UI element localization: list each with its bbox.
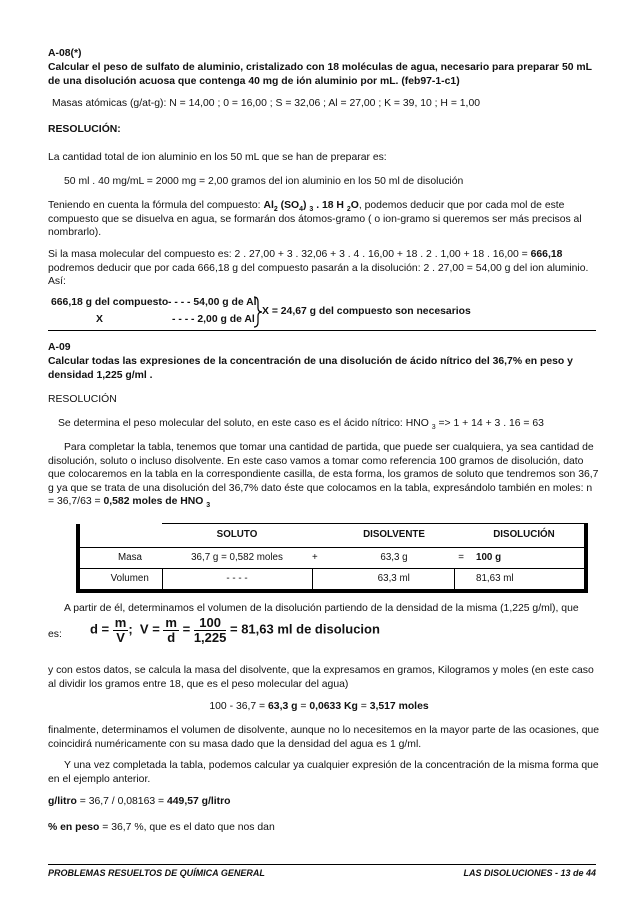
a08-paragraph-1: La cantidad total de ion aluminio en los 50 mL que se han de preparar es: [48,152,387,163]
proportion-row2-left: X [96,314,103,325]
frac-v: V [116,629,125,645]
cell-disolucion-masa: 100 g [464,548,586,569]
table-row [78,569,586,592]
cell-gap2 [454,569,464,592]
proportion-row1-left: 666,18 g del compuesto [51,297,169,308]
resolution-title-a08: RESOLUCIÓN: [48,124,121,135]
row-label-masa: Masa [78,548,162,569]
cell-disolvente-masa: 63,3 g [334,548,454,569]
row-label-volumen: Volumen [78,569,162,592]
table-header-gap2 [454,524,464,548]
formula-result: = 81,63 ml de disolucion [230,621,380,637]
problem-id-a09: A-09 [48,342,71,353]
proportion-row2-right: - - - - 2,00 g de Al [172,314,255,325]
percent-by-weight: % en peso = 36,7 %, que es el dato que nos dan [48,822,275,833]
table-header-empty [78,524,162,548]
cell-gap [312,569,334,592]
compound-formula: $Al_2$ $(SO_4)$ $_3$ . 18 H $_2$O [263,200,359,213]
concentration-table [76,523,588,593]
proportion-result: X = 24,67 g del compuesto son necesarios [262,306,471,317]
cell-equals: = [454,548,464,569]
proportion-block [48,296,596,330]
footer-right: LAS DISOLUCIONES - 13 de 44 [463,868,596,878]
resolution-title-a09: RESOLUCIÓN [48,394,117,405]
cell-soluto-volumen: - - - - [162,569,312,592]
cell-disolvente-volumen: 63,3 ml [334,569,454,592]
table-header-disolvente: DISOLVENTE [334,524,454,548]
atomic-masses: Masas atómicas (g/at-g): N = 14,00 ; 0 = 16,00 ; S = 32,06 ; Al = 27,00 ; K = 39, 10 ; H = 1,00 [52,98,481,109]
table-header-gap [312,524,334,548]
a09-paragraph-5: finalmente, determinamos el volumen de disolvente, aunque no lo necesitemos en la mayor parte de las ocasiones, que coincidirá numéricamente con su masa dado que la densidad del agua es 1 g/ml. [48,725,600,750]
a09-paragraph-2: Para completar la tabla, tenemos que tomar una cantidad de partida, que puede ser cualquiera, ya sea cantidad de disolución, soluto o incluso disolvente. En este caso vamos a tomar como referencia 100 gramos de disolución, dato que colocaremos en la tabla en la correspondiente casilla, de esta forma, los gramos de soluto que tendremos son 36,7 g ya que se trata de una disolución del 36,7% dato éste que colocamos en la tabla, expresándolo también en moles: n = 36,7/63 = 0,582 moles de HNO $_3$ [48,442,599,510]
a09-paragraph-4: y con estos datos, se calcula la masa del disolvente, que la expresamos en gramos, Kilogramos y moles (en este caso al dividir los gramos entre 18, que es el peso molecular del agua) [48,665,594,690]
problem-statement-a08: Calcular el peso de sulfato de aluminio, cristalizado con 18 moléculas de agua, necesario para preparar 50 mL de una disolución acuosa que contenga 40 mg de ión aluminio por mL. (feb97-1-c1) [48,62,592,87]
table-header-soluto: SOLUTO [162,524,312,548]
cell-plus: + [312,548,334,569]
cell-disolucion-volumen: 81,63 ml [464,569,586,592]
grams-per-litre: g/litro = 36,7 / 0,08163 = 449,57 g/litro [48,796,231,807]
problem-id-a08: A-08(*) [48,48,82,59]
frac-m: m [114,615,127,630]
a08-paragraph-4: Si la masa molecular del compuesto es: 2 . 27,00 + 3 . 32,06 + 3 . 4 . 16,00 + 18 . 2 . 1,00 + 18 . 16,00 = 666,18 podremos deducir que por cada 666,18 g del compuesto pasarán a la disolución: 2 . 27,00 = 54,00 g del ion aluminio. Así: [48,249,589,288]
a08-paragraph-2: 50 ml . 40 mg/mL = 2000 mg = 2,00 gramos del ion aluminio en los 50 ml de disolución [64,176,464,187]
table-header-disolucion: DISOLUCIÓN [464,524,586,548]
solvent-calculation: 100 - 36,7 = 63,3 g = 0,0633 Kg = 3,517 moles [209,701,429,712]
a08-paragraph-3: Teniendo en cuenta la fórmula del compuesto: $Al_2$ $(SO_4)$ $_3$ . 18 H $_2$O, podemos deducir que por cada mol de este compuesto que se disuelva en agua, se formarán dos átomos-gramo ( o ion-gramo si queremos ser más precisos al nombrarlo). [48,200,582,239]
a09-paragraph-1: Se determina el peso molecular del soluto, en este caso es el ácido nítrico: HNO $_3$ => 1 + 14 + 3 . 16 = 63 [58,418,544,431]
proportion-row1-right: - - - - 54,00 g de Al [168,297,257,308]
a09-paragraph-6: Y una vez completada la tabla, podemos calcular ya cualquier expresión de la concentración de la misma forma que en el ejemplo anterior. [48,760,599,785]
section-divider [48,330,596,331]
cell-soluto-masa: 36,7 g = 0,582 moles [162,548,312,569]
density-formula: es: d = $\frac{m}{V}$ ; V = $\frac{m}{d}$ = $\frac{100}{1,225}$ = 81,63 ml de disolucion [48,615,380,645]
a09-paragraph-3: A partir de él, determinamos el volumen de la disolución partiendo de la densidad de la misma (1,225 g/ml), que [64,603,579,614]
formula-lead: es: [48,629,62,640]
table-row [78,548,586,569]
footer-rule [48,864,596,865]
footer-left: PROBLEMAS RESUELTOS DE QUÍMICA GENERAL [48,868,265,878]
problem-statement-a09: Calcular todas las expresiones de la concentración de una disolución de ácido nítrico del 36,7% en peso y densidad 1,225 g/ml . [48,356,573,381]
